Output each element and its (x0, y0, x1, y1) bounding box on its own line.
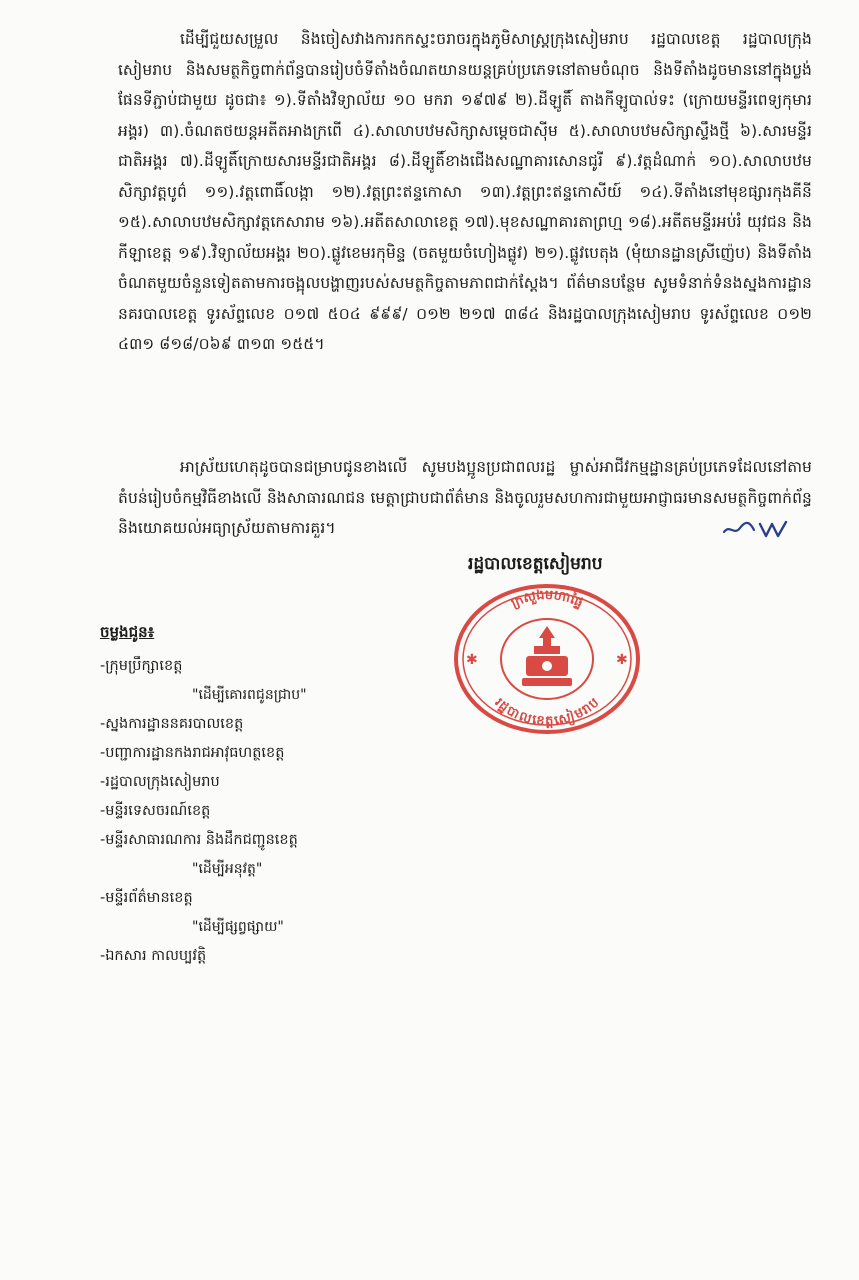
cc-item: -បញ្ជាការដ្ឋានកងរាជអាវុធហត្ថខេត្ត (100, 745, 285, 761)
cc-item: -មន្ទីរសាធារណការ និងដឹកជញ្ជូនខេត្ត (100, 832, 298, 848)
seal-text-top: ក្រសួងមហាផ្ទៃ (508, 587, 586, 612)
cc-item: -មន្ទីរព័ត៌មានខេត្ត (100, 890, 193, 906)
cc-purpose-note: "ដើម្បីអនុវត្ត" (192, 861, 263, 877)
handwritten-initials-icon (720, 514, 792, 544)
cc-purpose-note: "ដើម្បីផ្សព្វផ្សាយ" (192, 919, 284, 935)
seal-emblem-icon (522, 626, 572, 686)
seal-star-right-icon: ✱ (616, 652, 628, 668)
cc-item: -ស្នងការដ្ឋាននគរបាលខេត្ត (100, 716, 244, 732)
cc-item: -មន្ទីរទេសចរណ៍ខេត្ត (100, 803, 211, 819)
cc-item: -ក្រុមប្រឹក្សាខេត្ត (100, 658, 183, 674)
seal-text-bottom: រដ្ឋបាលខេត្តសៀមរាប (491, 695, 603, 729)
signature-title: រដ្ឋបាលខេត្តសៀមរាប (468, 554, 603, 574)
cc-heading: ចម្លងជូន៖ (100, 623, 155, 641)
cc-item: -រដ្ឋបាលក្រុងសៀមរាប (100, 774, 220, 790)
cc-item: -ឯកសារ កាលប្បវត្តិ (100, 948, 207, 964)
seal-star-left-icon: ✱ (466, 652, 478, 668)
cc-purpose-note: "ដើម្បីគោរពជូនជ្រាប" (192, 687, 307, 703)
svg-text:ក្រសួងមហាផ្ទៃ (509, 588, 586, 611)
body-paragraph-2: អាស្រ័យហេតុដូចបានជម្រាបជូនខាងលើ សូមបងប្អូនប្រជាពលរដ្ឋ ម្ចាស់អាជីវកម្មដ្ឋានគ្រប់ប្រភេទដែលនៅតាមតំបន់រៀបចំកម្មវិធីខាងលើ និងសាធារណជន មេត្តាជ្រាបជាព័ត៌មាន និងចូលរួមសហការជាមួយអាជ្ញាធរមានសមត្ថកិច្ចពាក់ព័ន្ធ និងយោគយល់អធ្យាស្រ័យតាមការគួរ។ (118, 458, 812, 537)
official-seal-icon (452, 582, 642, 737)
cc-list (100, 652, 420, 971)
body-paragraph-1: ដើម្បីជួយសម្រួល និងចៀសវាងការកកស្ទះចរាចរក្នុងភូមិសាស្ត្រក្រុងសៀមរាប រដ្ឋបាលខេត្ត រដ្ឋបាលក្រុងសៀមរាប និងសមត្ថកិច្ចពាក់ព័ន្ធបានរៀបចំទីតាំងចំណតយានយន្តគ្រប់ប្រភេទនៅតាមចំណុច និងទីតាំងដូចមាននៅក្នុងប្លង់ផែនទីភ្ជាប់ជាមួយ ដូចជា៖ ១).ទីតាំងវិទ្យាល័យ ១០ មករា ១៩៧៩ ២).ដីឡូតិ៍ តាងកីឡូបាល់ទះ (ក្រោយមន្ទីរពេទ្យកុមារអង្គរ) ៣).ចំណតថយន្តអតីតអាងក្រពើ ៤).សាលាបឋមសិក្សាសម្ដេចជាស៊ីម ៥).សាលាបឋមសិក្សាស្ទឹងថ្មី ៦).សារមន្ទីរជាតិអង្គរ ៧).ដីឡូតិ៍ក្រោយសារមន្ទីរជាតិអង្គរ ៨).ដីឡូតិ៍ខាងជើងសណ្ឋាគារសោនជូរី ៩).វត្តដំណាក់ ១០).សាលាបឋមសិក្សាវត្តបូព៌ ១១).វត្តពោធិ៍លង្កា ១២).វត្តព្រះឥន្ទកោសា ១៣).វត្តព្រះឥន្ទកោសីយ៍ ១៤).ទីតាំងនៅមុខផ្សារកុងគីនី ១៥).សាលាបឋមសិក្សាវត្តកេសារាម ១៦).អតីតសាលាខេត្ត ១៧).មុខសណ្ឋាគារតាព្រហ្ម ១៨).អតីតមន្ទីរអប់រំ យុវជន និងកីឡាខេត្ត ១៩).វិទ្យាល័យអង្គរ ២០).ផ្លូវខេមរកុមិន្ទ (ចតមួយចំហៀងផ្លូវ) ២១).ផ្លូវបេតុង (មុំយានដ្ឋានស្រីញ៉េប) និងទីតាំងចំណតមួយចំនួនទៀតតាមការចង្អុលបង្ហាញរបស់សមត្ថកិច្ចតាមភាពជាក់ស្ដែង។ ព័ត៌មានបន្ថែម សូមទំនាក់ទំនងស្នងការដ្ឋាននគរបាលខេត្ត ទូរស័ព្ទលេខ ០១៧ ៥០៤ ៩៩៩/ ០១២ ២១៧ ៣៨៤ និងរដ្ឋបាលក្រុងសៀមរាប ទូរស័ព្ទលេខ ០១២ ៤៣១ ៨១៨/០៦៩ ៣១៣ ១៥៥។ (118, 30, 812, 353)
